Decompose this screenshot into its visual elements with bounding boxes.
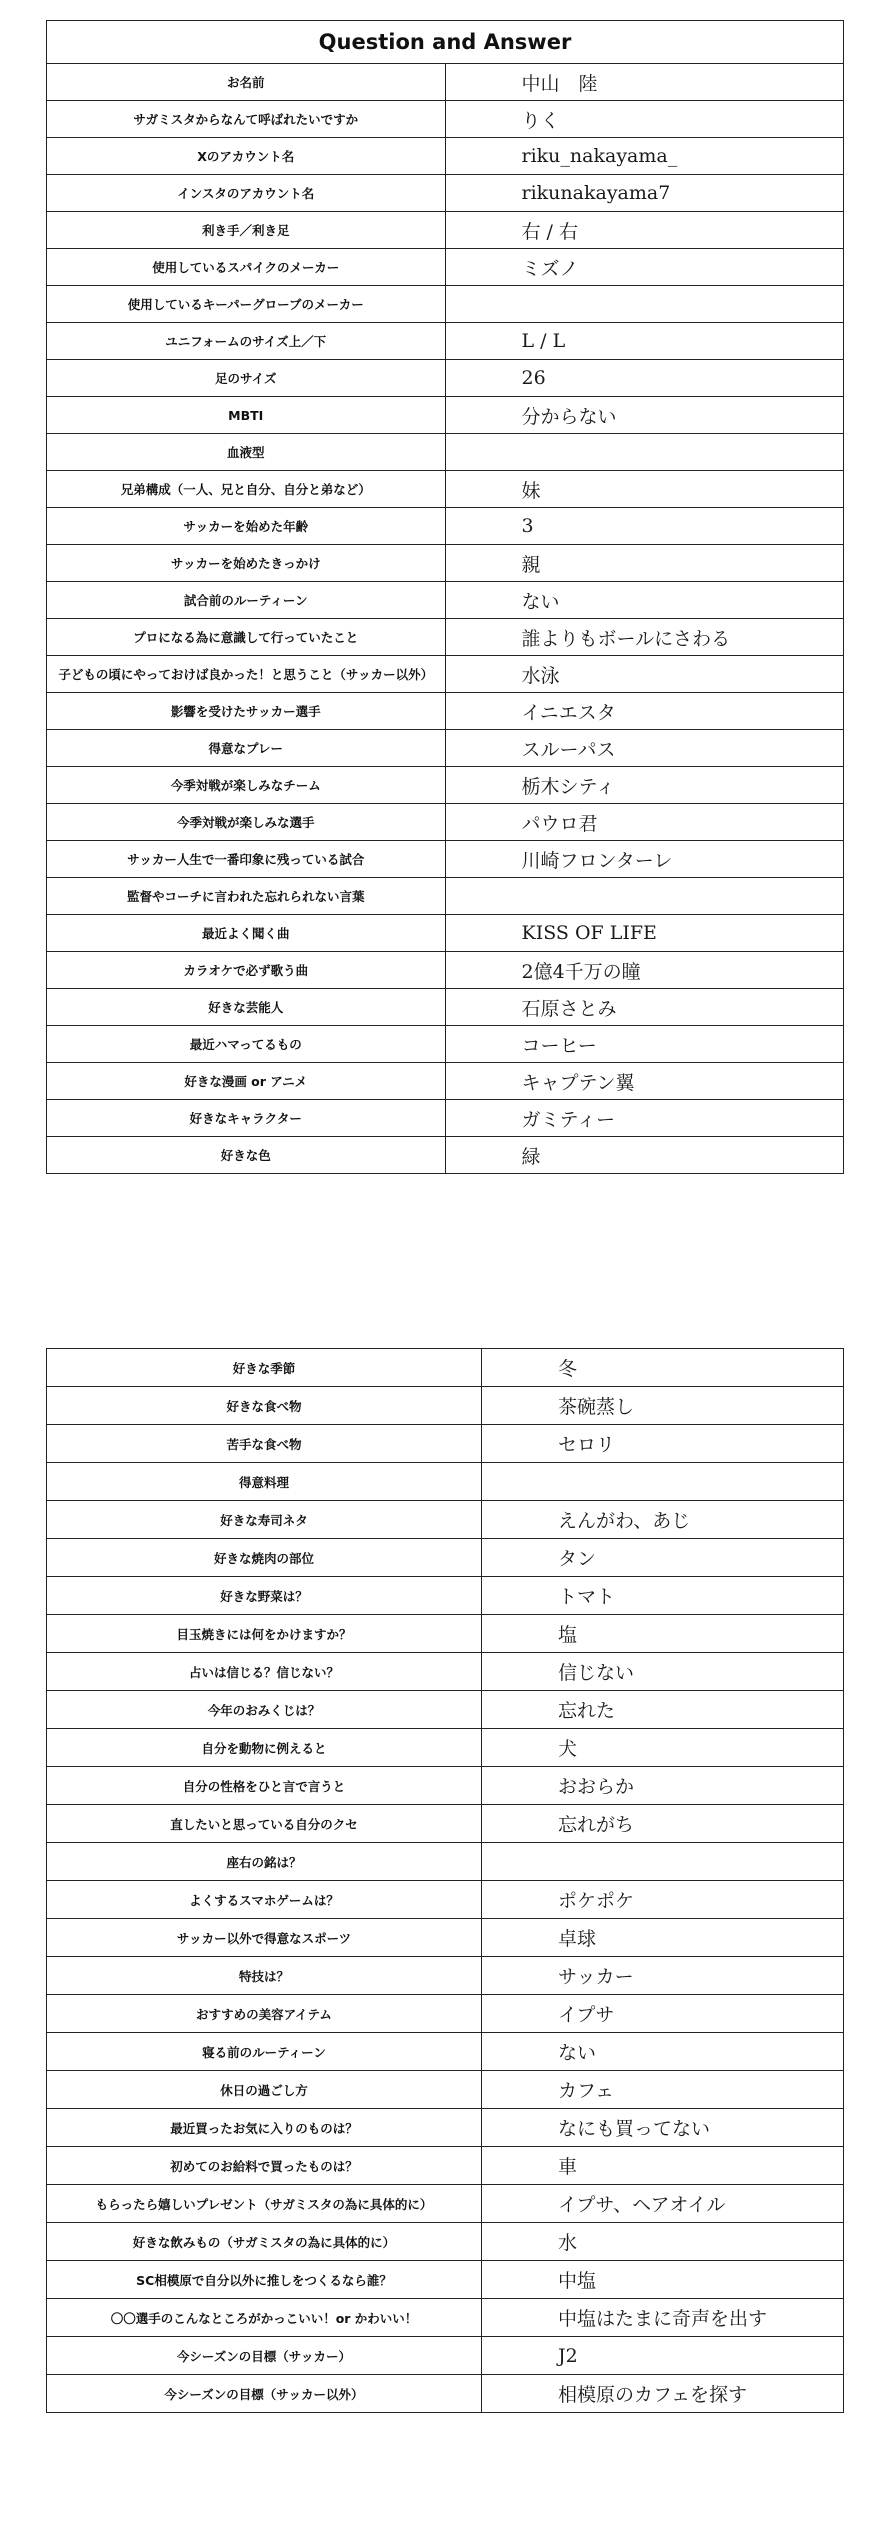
- answer-cell: 中山 陸: [445, 64, 844, 101]
- answer-cell: 川崎フロンターレ: [445, 841, 844, 878]
- question-cell: サッカー以外で得意なスポーツ: [47, 1919, 482, 1957]
- answer-cell: イニエスタ: [445, 693, 844, 730]
- table-row: [47, 841, 844, 878]
- answer-cell: L / L: [445, 323, 844, 360]
- question-cell: 好きな漫画 or アニメ: [47, 1063, 446, 1100]
- question-cell: 兄弟構成（一人、兄と自分、自分と弟など）: [47, 471, 446, 508]
- table-row: [47, 175, 844, 212]
- question-cell: サッカーを始めた年齢: [47, 508, 446, 545]
- answer-cell: [445, 434, 844, 471]
- table-row: [47, 508, 844, 545]
- title-row: [47, 21, 844, 64]
- answer-cell: riku_nakayama_: [445, 138, 844, 175]
- answer-cell: おおらか: [482, 1767, 844, 1805]
- question-cell: 今年のおみくじは？: [47, 1691, 482, 1729]
- table-row: [47, 1919, 844, 1957]
- table-row: [47, 1577, 844, 1615]
- answer-cell: 水泳: [445, 656, 844, 693]
- table-row: [47, 360, 844, 397]
- table-row: [47, 619, 844, 656]
- answer-cell: 分からない: [445, 397, 844, 434]
- table-row: [47, 2337, 844, 2375]
- answer-cell: 栃木シティ: [445, 767, 844, 804]
- table-row: [47, 878, 844, 915]
- table-row: [47, 2185, 844, 2223]
- table-row: [47, 1539, 844, 1577]
- question-cell: 占いは信じる？信じない？: [47, 1653, 482, 1691]
- answer-cell: 緑: [445, 1137, 844, 1174]
- answer-cell: 中塩: [482, 2261, 844, 2299]
- question-cell: 今シーズンの目標（サッカー以外）: [47, 2375, 482, 2413]
- table-row: [47, 1767, 844, 1805]
- question-cell: 〇〇選手のこんなところがかっこいい！or かわいい！: [47, 2299, 482, 2337]
- table-row: [47, 2071, 844, 2109]
- question-cell: 試合前のルーティーン: [47, 582, 446, 619]
- answer-cell: 3: [445, 508, 844, 545]
- answer-cell: 中塩はたまに奇声を出す: [482, 2299, 844, 2337]
- table-row: [47, 730, 844, 767]
- table-row: [47, 989, 844, 1026]
- question-cell: 好きな季節: [47, 1349, 482, 1387]
- answer-cell: サッカー: [482, 1957, 844, 1995]
- question-cell: プロになる為に意識して行っていたこと: [47, 619, 446, 656]
- table-row: [47, 471, 844, 508]
- answer-cell: コーヒー: [445, 1026, 844, 1063]
- question-cell: おすすめの美容アイテム: [47, 1995, 482, 2033]
- qa-table-2-body: [47, 1349, 844, 2413]
- qa-table-1-body: [47, 21, 844, 1174]
- question-cell: 座右の銘は？: [47, 1843, 482, 1881]
- question-cell: インスタのアカウント名: [47, 175, 446, 212]
- table-row: [47, 1957, 844, 1995]
- question-cell: 今シーズンの目標（サッカー）: [47, 2337, 482, 2375]
- question-cell: お名前: [47, 64, 446, 101]
- answer-cell: セロリ: [482, 1425, 844, 1463]
- table-row: [47, 1137, 844, 1174]
- table-row: [47, 1501, 844, 1539]
- question-cell: サガミスタからなんて呼ばれたいですか: [47, 101, 446, 138]
- question-cell: SC相模原で自分以外に推しをつくるなら誰？: [47, 2261, 482, 2299]
- question-cell: サッカーを始めたきっかけ: [47, 545, 446, 582]
- question-cell: 自分の性格をひと言で言うと: [47, 1767, 482, 1805]
- answer-cell: トマト: [482, 1577, 844, 1615]
- question-cell: 好きなキャラクター: [47, 1100, 446, 1137]
- answer-cell: スルーパス: [445, 730, 844, 767]
- question-cell: カラオケで必ず歌う曲: [47, 952, 446, 989]
- table-row: [47, 1995, 844, 2033]
- answer-cell: ガミティー: [445, 1100, 844, 1137]
- qa-table-2: [46, 1348, 844, 2413]
- table-row: [47, 804, 844, 841]
- question-cell: 休日の過ごし方: [47, 2071, 482, 2109]
- question-cell: 今季対戦が楽しみなチーム: [47, 767, 446, 804]
- answer-cell: 車: [482, 2147, 844, 2185]
- question-cell: 利き手／利き足: [47, 212, 446, 249]
- table-row: [47, 1691, 844, 1729]
- table-row: [47, 2109, 844, 2147]
- table-row: [47, 693, 844, 730]
- question-cell: 好きな色: [47, 1137, 446, 1174]
- answer-cell: rikunakayama7: [445, 175, 844, 212]
- answer-cell: 塩: [482, 1615, 844, 1653]
- table-row: [47, 2299, 844, 2337]
- question-cell: 好きな食べ物: [47, 1387, 482, 1425]
- table-row: [47, 1805, 844, 1843]
- table-row: [47, 138, 844, 175]
- table-row: [47, 1463, 844, 1501]
- table-row: [47, 656, 844, 693]
- question-cell: 最近ハマってるもの: [47, 1026, 446, 1063]
- question-cell: 今季対戦が楽しみな選手: [47, 804, 446, 841]
- question-cell: 監督やコーチに言われた忘れられない言葉: [47, 878, 446, 915]
- question-cell: ユニフォームのサイズ上／下: [47, 323, 446, 360]
- answer-cell: [482, 1843, 844, 1881]
- table-row: [47, 545, 844, 582]
- table-row: [47, 2375, 844, 2413]
- table-row: [47, 2261, 844, 2299]
- answer-cell: [445, 286, 844, 323]
- answer-cell: タン: [482, 1539, 844, 1577]
- answer-cell: 冬: [482, 1349, 844, 1387]
- table-row: [47, 286, 844, 323]
- table-row: [47, 2147, 844, 2185]
- table-row: [47, 767, 844, 804]
- question-cell: 好きな野菜は？: [47, 1577, 482, 1615]
- question-cell: 得意料理: [47, 1463, 482, 1501]
- answer-cell: [445, 878, 844, 915]
- question-cell: 得意なプレー: [47, 730, 446, 767]
- question-cell: MBTI: [47, 397, 446, 434]
- question-cell: 直したいと思っている自分のクセ: [47, 1805, 482, 1843]
- table-row: [47, 1843, 844, 1881]
- answer-cell: 右 / 右: [445, 212, 844, 249]
- question-cell: 使用しているキーパーグローブのメーカー: [47, 286, 446, 323]
- question-cell: 影響を受けたサッカー選手: [47, 693, 446, 730]
- table-row: [47, 1063, 844, 1100]
- answer-cell: 忘れた: [482, 1691, 844, 1729]
- table-row: [47, 915, 844, 952]
- question-cell: 好きな焼肉の部位: [47, 1539, 482, 1577]
- table-row: [47, 397, 844, 434]
- page-title: Question and Answer: [47, 21, 844, 64]
- answer-cell: 相模原のカフェを探す: [482, 2375, 844, 2413]
- question-cell: 自分を動物に例えると: [47, 1729, 482, 1767]
- question-cell: 好きな寿司ネタ: [47, 1501, 482, 1539]
- answer-cell: 信じない: [482, 1653, 844, 1691]
- answer-cell: 親: [445, 545, 844, 582]
- question-cell: 最近よく聞く曲: [47, 915, 446, 952]
- table-row: [47, 434, 844, 471]
- table-row: [47, 582, 844, 619]
- question-cell: 寝る前のルーティーン: [47, 2033, 482, 2071]
- answer-cell: [482, 1463, 844, 1501]
- question-cell: 足のサイズ: [47, 360, 446, 397]
- question-cell: サッカー人生で一番印象に残っている試合: [47, 841, 446, 878]
- question-cell: 使用しているスパイクのメーカー: [47, 249, 446, 286]
- question-cell: 子どもの頃にやっておけば良かった！と思うこと（サッカー以外）: [47, 656, 446, 693]
- table-row: [47, 1349, 844, 1387]
- table-row: [47, 1026, 844, 1063]
- answer-cell: パウロ君: [445, 804, 844, 841]
- qa-table-1: [46, 20, 844, 1174]
- table-row: [47, 1387, 844, 1425]
- answer-cell: 2億4千万の瞳: [445, 952, 844, 989]
- answer-cell: えんがわ、あじ: [482, 1501, 844, 1539]
- answer-cell: 26: [445, 360, 844, 397]
- answer-cell: 犬: [482, 1729, 844, 1767]
- question-cell: 苦手な食べ物: [47, 1425, 482, 1463]
- answer-cell: KISS OF LIFE: [445, 915, 844, 952]
- answer-cell: ない: [482, 2033, 844, 2071]
- answer-cell: なにも買ってない: [482, 2109, 844, 2147]
- answer-cell: キャプテン翼: [445, 1063, 844, 1100]
- table-row: [47, 64, 844, 101]
- table-row: [47, 2223, 844, 2261]
- answer-cell: ない: [445, 582, 844, 619]
- answer-cell: イプサ: [482, 1995, 844, 2033]
- question-cell: 好きな芸能人: [47, 989, 446, 1026]
- answer-cell: 誰よりもボールにさわる: [445, 619, 844, 656]
- answer-cell: ミズノ: [445, 249, 844, 286]
- question-cell: 好きな飲みもの（サガミスタの為に具体的に）: [47, 2223, 482, 2261]
- question-cell: 特技は？: [47, 1957, 482, 1995]
- table-row: [47, 1425, 844, 1463]
- question-cell: もらったら嬉しいプレゼント（サガミスタの為に具体的に）: [47, 2185, 482, 2223]
- question-cell: 最近買ったお気に入りのものは？: [47, 2109, 482, 2147]
- table-row: [47, 2033, 844, 2071]
- answer-cell: 石原さとみ: [445, 989, 844, 1026]
- answer-cell: ポケポケ: [482, 1881, 844, 1919]
- question-cell: 初めてのお給料で買ったものは？: [47, 2147, 482, 2185]
- table-row: [47, 249, 844, 286]
- table-row: [47, 323, 844, 360]
- table-row: [47, 1100, 844, 1137]
- table-row: [47, 952, 844, 989]
- answer-cell: りく: [445, 101, 844, 138]
- table-row: [47, 1881, 844, 1919]
- question-cell: Xのアカウント名: [47, 138, 446, 175]
- question-cell: 血液型: [47, 434, 446, 471]
- answer-cell: カフェ: [482, 2071, 844, 2109]
- answer-cell: イプサ、ヘアオイル: [482, 2185, 844, 2223]
- answer-cell: J2: [482, 2337, 844, 2375]
- answer-cell: 茶碗蒸し: [482, 1387, 844, 1425]
- table-row: [47, 1615, 844, 1653]
- answer-cell: 忘れがち: [482, 1805, 844, 1843]
- table-row: [47, 101, 844, 138]
- table-row: [47, 1653, 844, 1691]
- answer-cell: 水: [482, 2223, 844, 2261]
- table-row: [47, 1729, 844, 1767]
- answer-cell: 妹: [445, 471, 844, 508]
- question-cell: よくするスマホゲームは？: [47, 1881, 482, 1919]
- question-cell: 目玉焼きには何をかけますか？: [47, 1615, 482, 1653]
- table-row: [47, 212, 844, 249]
- answer-cell: 卓球: [482, 1919, 844, 1957]
